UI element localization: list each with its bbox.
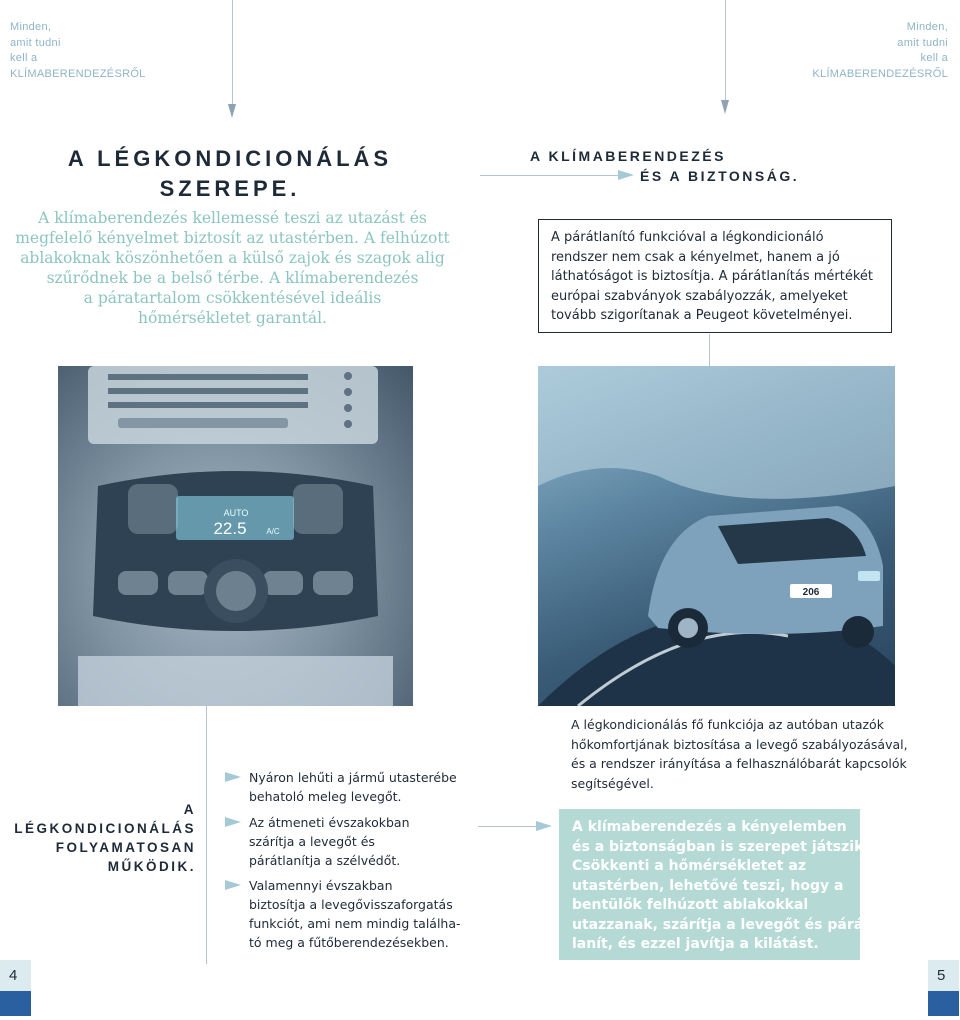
guide-line-horizontal <box>478 826 538 827</box>
title-line: A KLÍMABERENDEZÉS <box>530 148 726 164</box>
box-line: láthatóságot is biztosítja. A párátlanítás mértékét <box>551 269 873 284</box>
paragraph-line: hőkomfortjának biztosítása a levegő szabályozásával, <box>571 736 908 752</box>
climate-console-illustration <box>58 366 413 706</box>
intro-line: A klímaberendezés kellemessé teszi az utazást és <box>38 209 427 227</box>
section-title-continuous <box>14 800 196 876</box>
title-line: FOLYAMATOSAN <box>55 840 196 855</box>
bullet-line: funkciót, ami nem mindig találha- <box>249 916 461 931</box>
title-line: MŰKÖDIK. <box>107 859 196 874</box>
section-title-safety <box>530 146 799 186</box>
running-head-right <box>812 20 948 82</box>
running-head-left <box>10 20 146 82</box>
arrow-right-icon <box>225 880 241 890</box>
page-number-right: 5 <box>928 960 959 991</box>
car-plate-text: 206 <box>802 587 820 598</box>
running-head-line: Minden, <box>10 21 52 33</box>
running-head-line: KLÍMABERENDEZÉSRŐL <box>10 67 146 80</box>
intro-paragraph <box>10 208 455 328</box>
intro-line: hőmérsékletet garantál. <box>138 309 327 327</box>
arrow-right-icon <box>225 817 241 827</box>
title-line: SZEREPE. <box>159 176 301 201</box>
box-line: A párátlanító funkcióval a légkondicionáló <box>551 230 824 245</box>
title-line: A <box>183 802 196 817</box>
running-head-line: kell a <box>10 52 38 64</box>
intro-line: megfelelő kényelmet biztosít az utastérben. A felhúzott <box>15 229 450 247</box>
highlight-line: utazzanak, szárítja a levegőt és párát- <box>572 916 876 933</box>
highlight-line: bentülők felhúzott ablakokkal <box>572 897 809 913</box>
bullet-line: Az átmeneti évszakokban <box>249 815 410 830</box>
highlight-line: Csökkenti a hőmérsékletet az <box>572 858 806 874</box>
arrow-down-icon <box>228 104 236 118</box>
bullet-line: behatoló meleg levegőt. <box>249 789 402 804</box>
title-line: LÉGKONDICIONÁLÁS <box>14 821 196 836</box>
running-head-line: KLÍMABERENDEZÉSRŐL <box>812 67 948 80</box>
guide-line-right <box>725 0 726 102</box>
page-marker-right <box>928 991 959 1016</box>
arrow-right-icon <box>536 821 552 831</box>
title-line: A LÉGKONDICIONÁLÁS <box>67 146 393 171</box>
console-ac-text: A/C <box>266 527 280 536</box>
bullet-line: biztosítja a levegővisszaforgatás <box>249 897 453 912</box>
highlight-line: utastérben, lehetővé teszi, hogy a <box>572 877 844 894</box>
arrow-down-icon <box>721 100 729 114</box>
running-head-line: kell a <box>920 52 948 64</box>
climate-console-photo <box>58 366 413 706</box>
page-number-left: 4 <box>0 960 31 991</box>
title-line: ÉS A BIZTONSÁG. <box>640 168 800 184</box>
list-item <box>249 768 457 806</box>
paragraph-line: A légkondicionálás fő funkciója az autóban utazók <box>571 717 884 732</box>
console-mode-text: AUTO <box>223 508 249 518</box>
arrow-right-icon <box>225 772 241 782</box>
paragraph-line: és a rendszer irányítása a felhasználóbarát kapcsolók <box>571 756 907 771</box>
box-line: európai szabványok szabályozzák, amelyeket <box>551 288 848 304</box>
bullet-line: Valamennyi évszakban <box>249 878 393 893</box>
running-head-line: amit tudni <box>897 36 948 49</box>
bullet-line: párátlanítja a szélvédőt. <box>249 853 401 868</box>
highlight-box <box>559 809 876 960</box>
intro-line: a páratartalom csökkentésével ideális <box>83 289 382 307</box>
intro-line: szűrődnek be a belső térbe. A klímaberendezés <box>46 269 419 287</box>
guide-line-horizontal <box>480 175 620 176</box>
car-illustration <box>538 366 895 706</box>
bullet-line: Nyáron lehűti a jármű utasterébe <box>249 770 457 785</box>
intro-line: ablakoknak köszönhetően a külső zajok és szagok alig <box>20 249 445 267</box>
page-marker-left <box>0 991 31 1016</box>
paragraph-line: segítségével. <box>571 775 654 791</box>
highlight-line: és a biztonságban is szerepet játszik. <box>572 838 869 855</box>
list-item <box>249 876 461 952</box>
bullet-line: szárítja a levegőt és <box>249 834 375 849</box>
running-head-line: Minden, <box>906 21 948 33</box>
highlight-line: lanít, és ezzel javítja a kilátást. <box>572 936 819 952</box>
box-line: tovább szigorítanak a Peugeot követelményei. <box>551 308 853 323</box>
section-title-role <box>30 144 430 204</box>
safety-text-box <box>538 219 892 333</box>
highlight-line: A klímaberendezés a kényelemben <box>572 819 847 835</box>
guide-line-bottom <box>206 706 207 964</box>
box-line: rendszer nem csak a kényelmet, hanem a jó <box>551 249 840 265</box>
ac-function-paragraph <box>571 715 908 793</box>
guide-line-left <box>232 0 233 106</box>
arrow-right-icon <box>618 170 634 180</box>
car-on-road-photo <box>538 366 895 706</box>
running-head-line: amit tudni <box>10 36 61 49</box>
list-item <box>249 813 410 870</box>
guide-line-box <box>709 334 710 366</box>
bullet-line: tó meg a fűtőberendezésekben. <box>249 935 449 950</box>
console-temp-text: 22.5 <box>213 519 247 538</box>
